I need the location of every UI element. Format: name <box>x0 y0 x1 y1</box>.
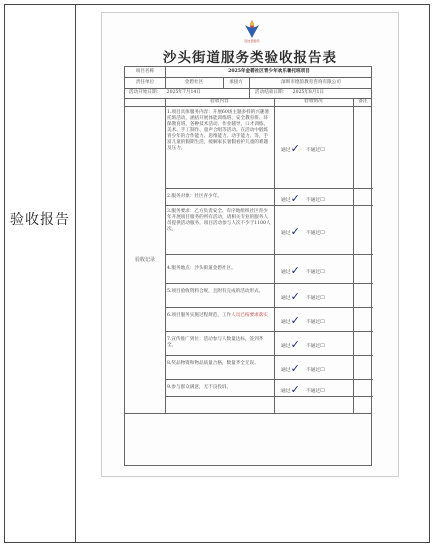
col-rule <box>249 88 250 98</box>
row-rule <box>165 379 373 380</box>
item-1-status <box>281 142 349 155</box>
pass-label: 通过 <box>281 148 291 153</box>
col-rule <box>274 98 275 413</box>
undertaker-value: 深圳市德韵教育咨询有限公司 <box>281 80 341 85</box>
row-rule <box>165 283 373 284</box>
item-6-text: 6.项目服务实施过程规范，工作 <box>167 313 232 318</box>
row-rule <box>125 88 371 89</box>
item-9-status <box>281 383 349 396</box>
check-mark-icon: ✓ <box>290 314 300 327</box>
project-name-label: 项目名称 <box>135 69 155 74</box>
item-7-status <box>281 338 349 351</box>
fail-label: 不通过☐ <box>305 198 325 203</box>
organization-logo-icon <box>242 18 262 40</box>
item-5-status <box>281 290 349 303</box>
item-5-description: 5.项目验收资料合规，且附有完成的活动形式。 <box>167 289 264 294</box>
owner-unit-value: 金碧社区 <box>184 80 204 85</box>
column-header-status: 验收情况 <box>304 99 323 104</box>
row-rule <box>165 188 373 189</box>
item-3-status <box>281 225 349 238</box>
fail-label: 不通过☐ <box>305 320 325 325</box>
item-6-description <box>165 312 274 318</box>
section-label-acceptance-report: 验收报告 <box>10 212 70 228</box>
item-4-status <box>281 264 349 277</box>
row-rule <box>125 77 371 78</box>
fail-label: 不通过☐ <box>305 389 325 394</box>
item-2-status <box>281 192 349 205</box>
item-1-description: 1.项目具体服务内容：开展60场主题多样的兴趣暑托班活动，涵括开展体能训练班、安全教育班、环保教育班、各种技术活动、作业辅导、口才训练、美术、手工制作、童声合唱等活动。在活动中锻炼青少年的合作能力、思维能力、动手能力、等，手富儿童的假期生活，缓解家长暑假看护儿童的难题及压力。 <box>167 110 270 151</box>
row-rule <box>165 307 373 308</box>
column-divider <box>75 5 76 542</box>
pass-label: 通过 <box>281 368 291 373</box>
row-rule <box>125 106 371 107</box>
column-header-content: 验收内容 <box>210 99 229 104</box>
start-date-row <box>129 90 201 96</box>
start-date-value: 2025年7月14日 <box>166 90 201 95</box>
row-rule <box>165 396 373 397</box>
item-8-status <box>281 362 349 375</box>
check-mark-icon: ✓ <box>290 142 300 155</box>
check-mark-icon: ✓ <box>290 192 300 205</box>
item-6-highlight: 人员已按要求落实 <box>231 313 268 318</box>
item-4-description: 4.服务地点：沙头街道金碧社区。 <box>167 266 236 271</box>
check-mark-icon: ✓ <box>290 290 300 303</box>
column-header-note: 备注 <box>358 99 368 104</box>
item-8-description: 8.奖品物资和物品质量合格，数量齐全无误。 <box>167 361 259 366</box>
owner-unit-label: 责任单位 <box>135 80 155 85</box>
end-date-row <box>255 90 324 96</box>
end-date-label: 活动结束日期： <box>255 90 288 95</box>
pass-label: 通过 <box>281 320 291 325</box>
project-name-value: 2025年金碧社区青少年欢乐暑托班项目 <box>228 69 310 74</box>
check-mark-icon: ✓ <box>290 264 300 277</box>
row-rule <box>165 254 373 255</box>
pass-label: 通过 <box>281 270 291 275</box>
section-label-acceptance-record: 验收记录 <box>134 257 155 263</box>
fail-label: 不通过☐ <box>305 368 325 373</box>
undertaker-label: 承接方 <box>229 80 243 85</box>
pass-label: 通过 <box>281 344 291 349</box>
check-mark-icon: ✓ <box>290 383 300 396</box>
item-9-description: 9.参与群众满意，无不良投诉。 <box>167 385 232 390</box>
pass-label: 通过 <box>281 296 291 301</box>
logo-text: 团支部组织 <box>244 39 260 43</box>
fail-label: 不通过☐ <box>305 231 325 236</box>
row-rule <box>165 331 373 332</box>
col-rule <box>353 98 354 413</box>
fail-label: 不通过☐ <box>305 148 325 153</box>
check-mark-icon: ✓ <box>290 362 300 375</box>
check-mark-icon: ✓ <box>290 225 300 238</box>
item-3-description: 3.服务要求：乙方负责安全、有序地组织社区青少年开展项目服务的所有活动，请相关专业的服务人员提供活动服务。项目活动参与人次不少于1100人次。 <box>167 209 271 232</box>
item-7-description: 7.宣传推广到位：活动参与人数量达标，签到齐全。 <box>167 337 264 348</box>
row-rule <box>165 355 373 356</box>
scanned-document <box>101 12 399 477</box>
end-date-value: 2025年8月1日 <box>292 90 324 95</box>
check-mark-icon: ✓ <box>290 338 300 351</box>
fail-label: 不通过☐ <box>305 296 325 301</box>
pass-label: 通过 <box>281 389 291 394</box>
item-6-status <box>281 314 349 327</box>
fail-label: 不通过☐ <box>305 344 325 349</box>
item-2-description: 2.服务对象：社区青少年。 <box>167 194 222 199</box>
start-date-label: 活动开始日期： <box>129 90 162 95</box>
fail-label: 不通过☐ <box>305 270 325 275</box>
document-title: 沙头街道服务类验收报告表 <box>163 50 337 66</box>
acceptance-form <box>124 66 372 466</box>
row-rule <box>165 205 373 206</box>
row-rule <box>125 413 371 414</box>
pass-label: 通过 <box>281 231 291 236</box>
pass-label: 通过 <box>281 198 291 203</box>
